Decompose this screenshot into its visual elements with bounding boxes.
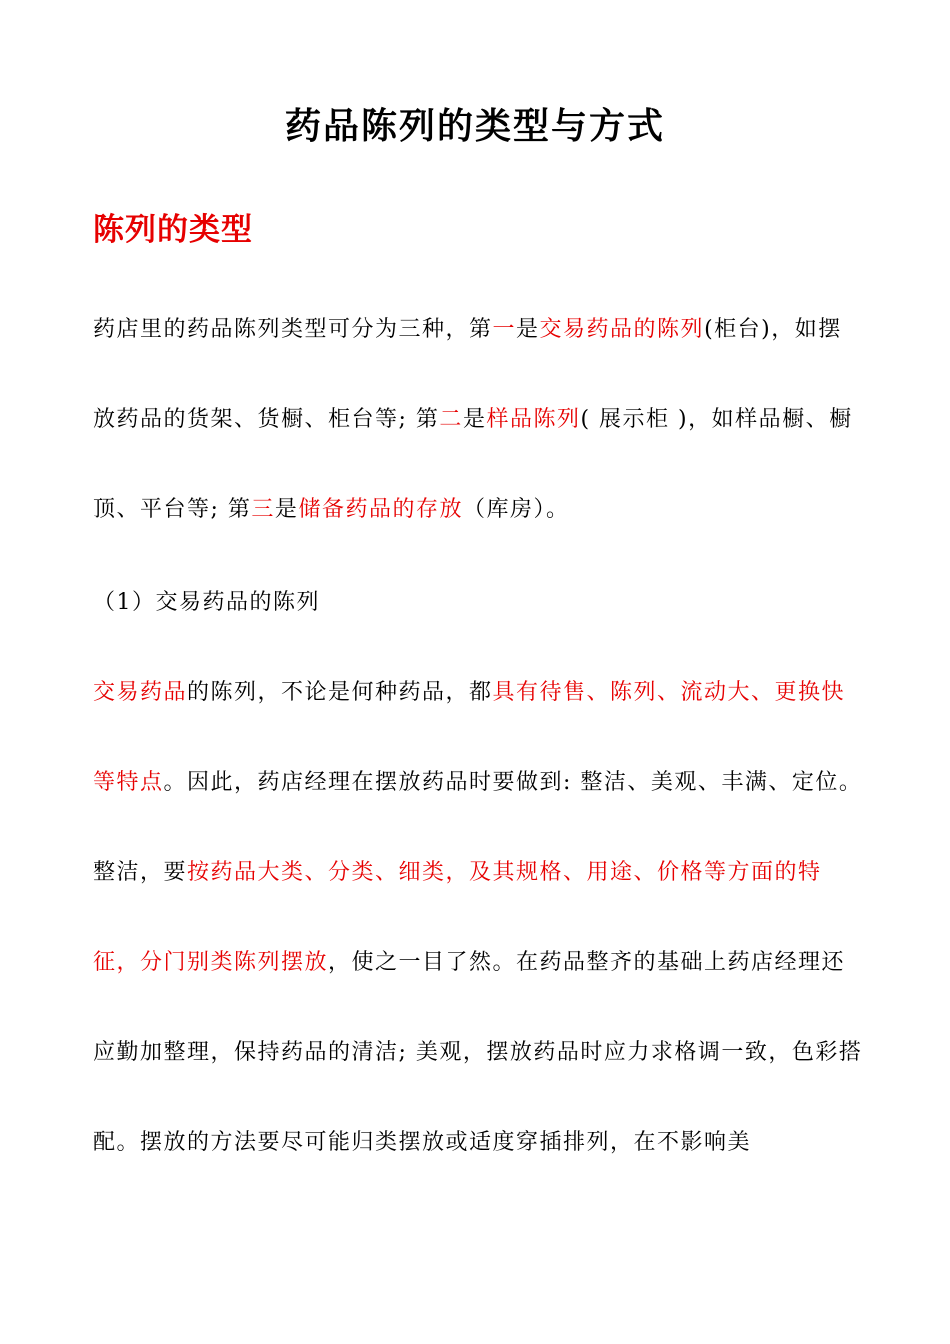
text-span: (柜台)，: [704, 317, 795, 342]
text-span: 是: [462, 407, 487, 432]
highlight-span: 样品陈列: [486, 407, 581, 432]
highlight-span: 具有待售、陈列、流动大、更换快: [492, 680, 846, 705]
text-span: 彩搭配。摆放的方法要尽可能归类摆放或适度穿插排列，在不影响美: [93, 1040, 863, 1155]
paragraph-types: [93, 285, 863, 555]
highlight-span: 按药品大类、分类、细类，及其规格、用途、价格等方面的特征，: [93, 860, 822, 975]
subheading-trading-display: （1）交易药品的陈列: [93, 590, 320, 615]
text-span: 。因此，药店经理在摆放药品时要做到: 整洁、美观、丰满、定位。: [163, 770, 863, 795]
highlight-span: 二: [439, 407, 463, 432]
paragraph-trading-display: [93, 648, 863, 1188]
text-span: ，使之一目了然。在药品整齐的基础上药店经理还: [328, 950, 846, 975]
text-span: ( 展示柜 )，如样品: [580, 407, 783, 432]
highlight-span: 分门别类陈列摆放: [140, 950, 329, 975]
text-span: 整洁，要: [93, 860, 188, 885]
text-span: 药店里的药品陈列类型可分为三种，第: [93, 317, 493, 342]
document-title: 药品陈列的类型与方式: [284, 105, 665, 147]
text-span: 的陈列，不论是何种药品，都: [187, 680, 493, 705]
text-span: 如摆放药品的货架、货橱、柜台等; 第: [93, 317, 842, 432]
text-span: 橱、橱顶、平台等; 第: [93, 407, 853, 522]
text-span: 是: [274, 497, 299, 522]
text-span: （库房）。: [462, 497, 570, 522]
text-span: 是: [516, 317, 540, 342]
highlight-span: 交易药品的陈列: [539, 317, 705, 342]
highlight-span: 等特点: [93, 770, 164, 795]
section-heading: 陈列的类型: [93, 212, 253, 248]
highlight-span: 储备药品的存放: [298, 497, 463, 522]
highlight-span: 三: [251, 497, 275, 522]
highlight-span: 一: [492, 317, 517, 342]
highlight-span: 交易药品: [93, 680, 188, 705]
text-span: 应勤加整理，保持药品的清洁; 美观，摆放药品时应力求格调一致，色: [93, 1040, 816, 1065]
